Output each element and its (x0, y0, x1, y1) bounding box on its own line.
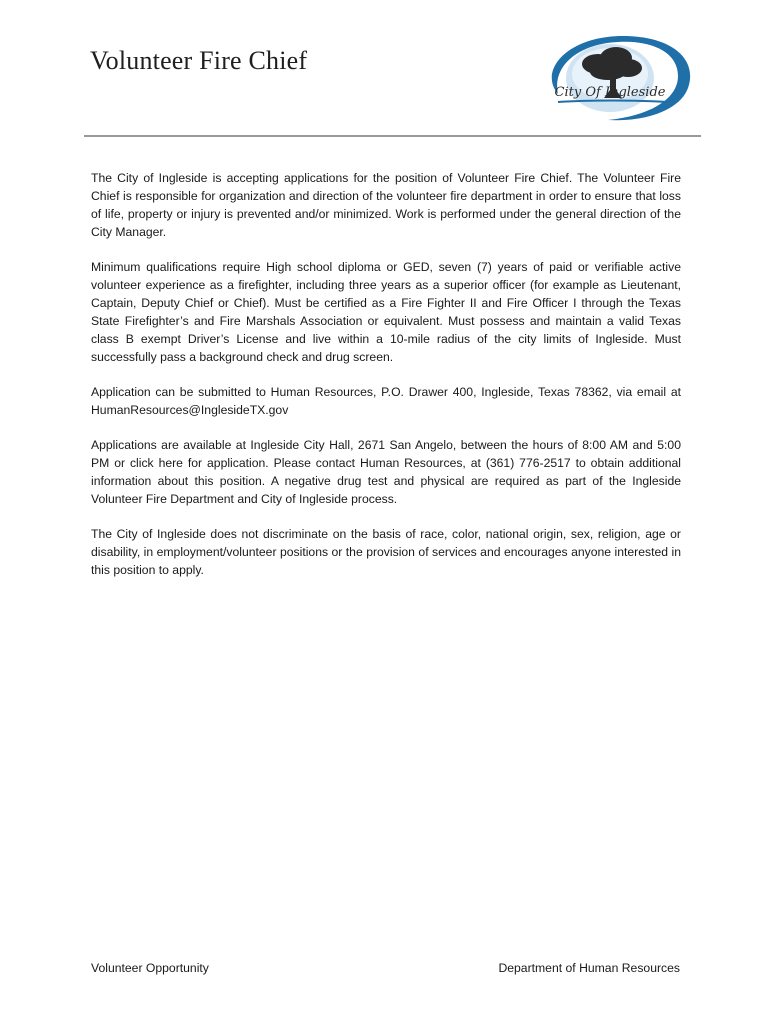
paragraph-nondiscrimination: The City of Ingleside does not discriminate on the basis of race, color, national origin, sex, religion, age or disability, in employment/volunteer positions or the provision of services and encourages anyone interested in this position to apply. (91, 527, 681, 577)
paragraph-availability: Applications are available at Ingleside City Hall, 2671 San Angelo, between the hours of 8:00 AM and 5:00 PM or click here for application. Please contact Human Resources, at (361) 776-2517 to obtain additional information about this position. A negative drug test and physical are required as part of the Ingleside Volunteer Fire Department and City of Ingleside process. (91, 438, 681, 506)
footer-left-label: Volunteer Opportunity (91, 961, 209, 975)
city-of-ingleside-logo (528, 30, 696, 126)
paragraph-submission: Application can be submitted to Human Resources, P.O. Drawer 400, Ingleside, Texas 78362, via email at HumanResources@InglesideTX.gov (91, 385, 681, 417)
page-title: Volunteer Fire Chief (90, 46, 308, 75)
logo-text: City Of Ingleside (554, 85, 666, 100)
paragraph-qualifications: Minimum qualifications require High school diploma or GED, seven (7) years of paid or verifiable active volunteer experience as a firefighter, including three years as a superior officer (for example as Lieutenant, Captain, Deputy Chief or Chief). Must be certified as a Fire Fighter II and Fire Officer I through the Texas State Firefighter’s and Fire Marshals Association or equivalent. Must possess and maintain a valid Texas class B exempt Driver’s License and live within a 10-mile radius of the city limits of Ingleside. Must successfully pass a background check and drug screen. (91, 260, 681, 364)
paragraph-intro: The City of Ingleside is accepting applications for the position of Volunteer Fire Chief. The Volunteer Fire Chief is responsible for organization and direction of the volunteer fire department in order to ensure that loss of life, property or injury is prevented and/or minimized. Work is performed under the general direction of the City Manager. (91, 171, 681, 239)
footer-right-label: Department of Human Resources (498, 961, 680, 975)
header-divider (84, 135, 701, 137)
document-body (91, 169, 681, 596)
